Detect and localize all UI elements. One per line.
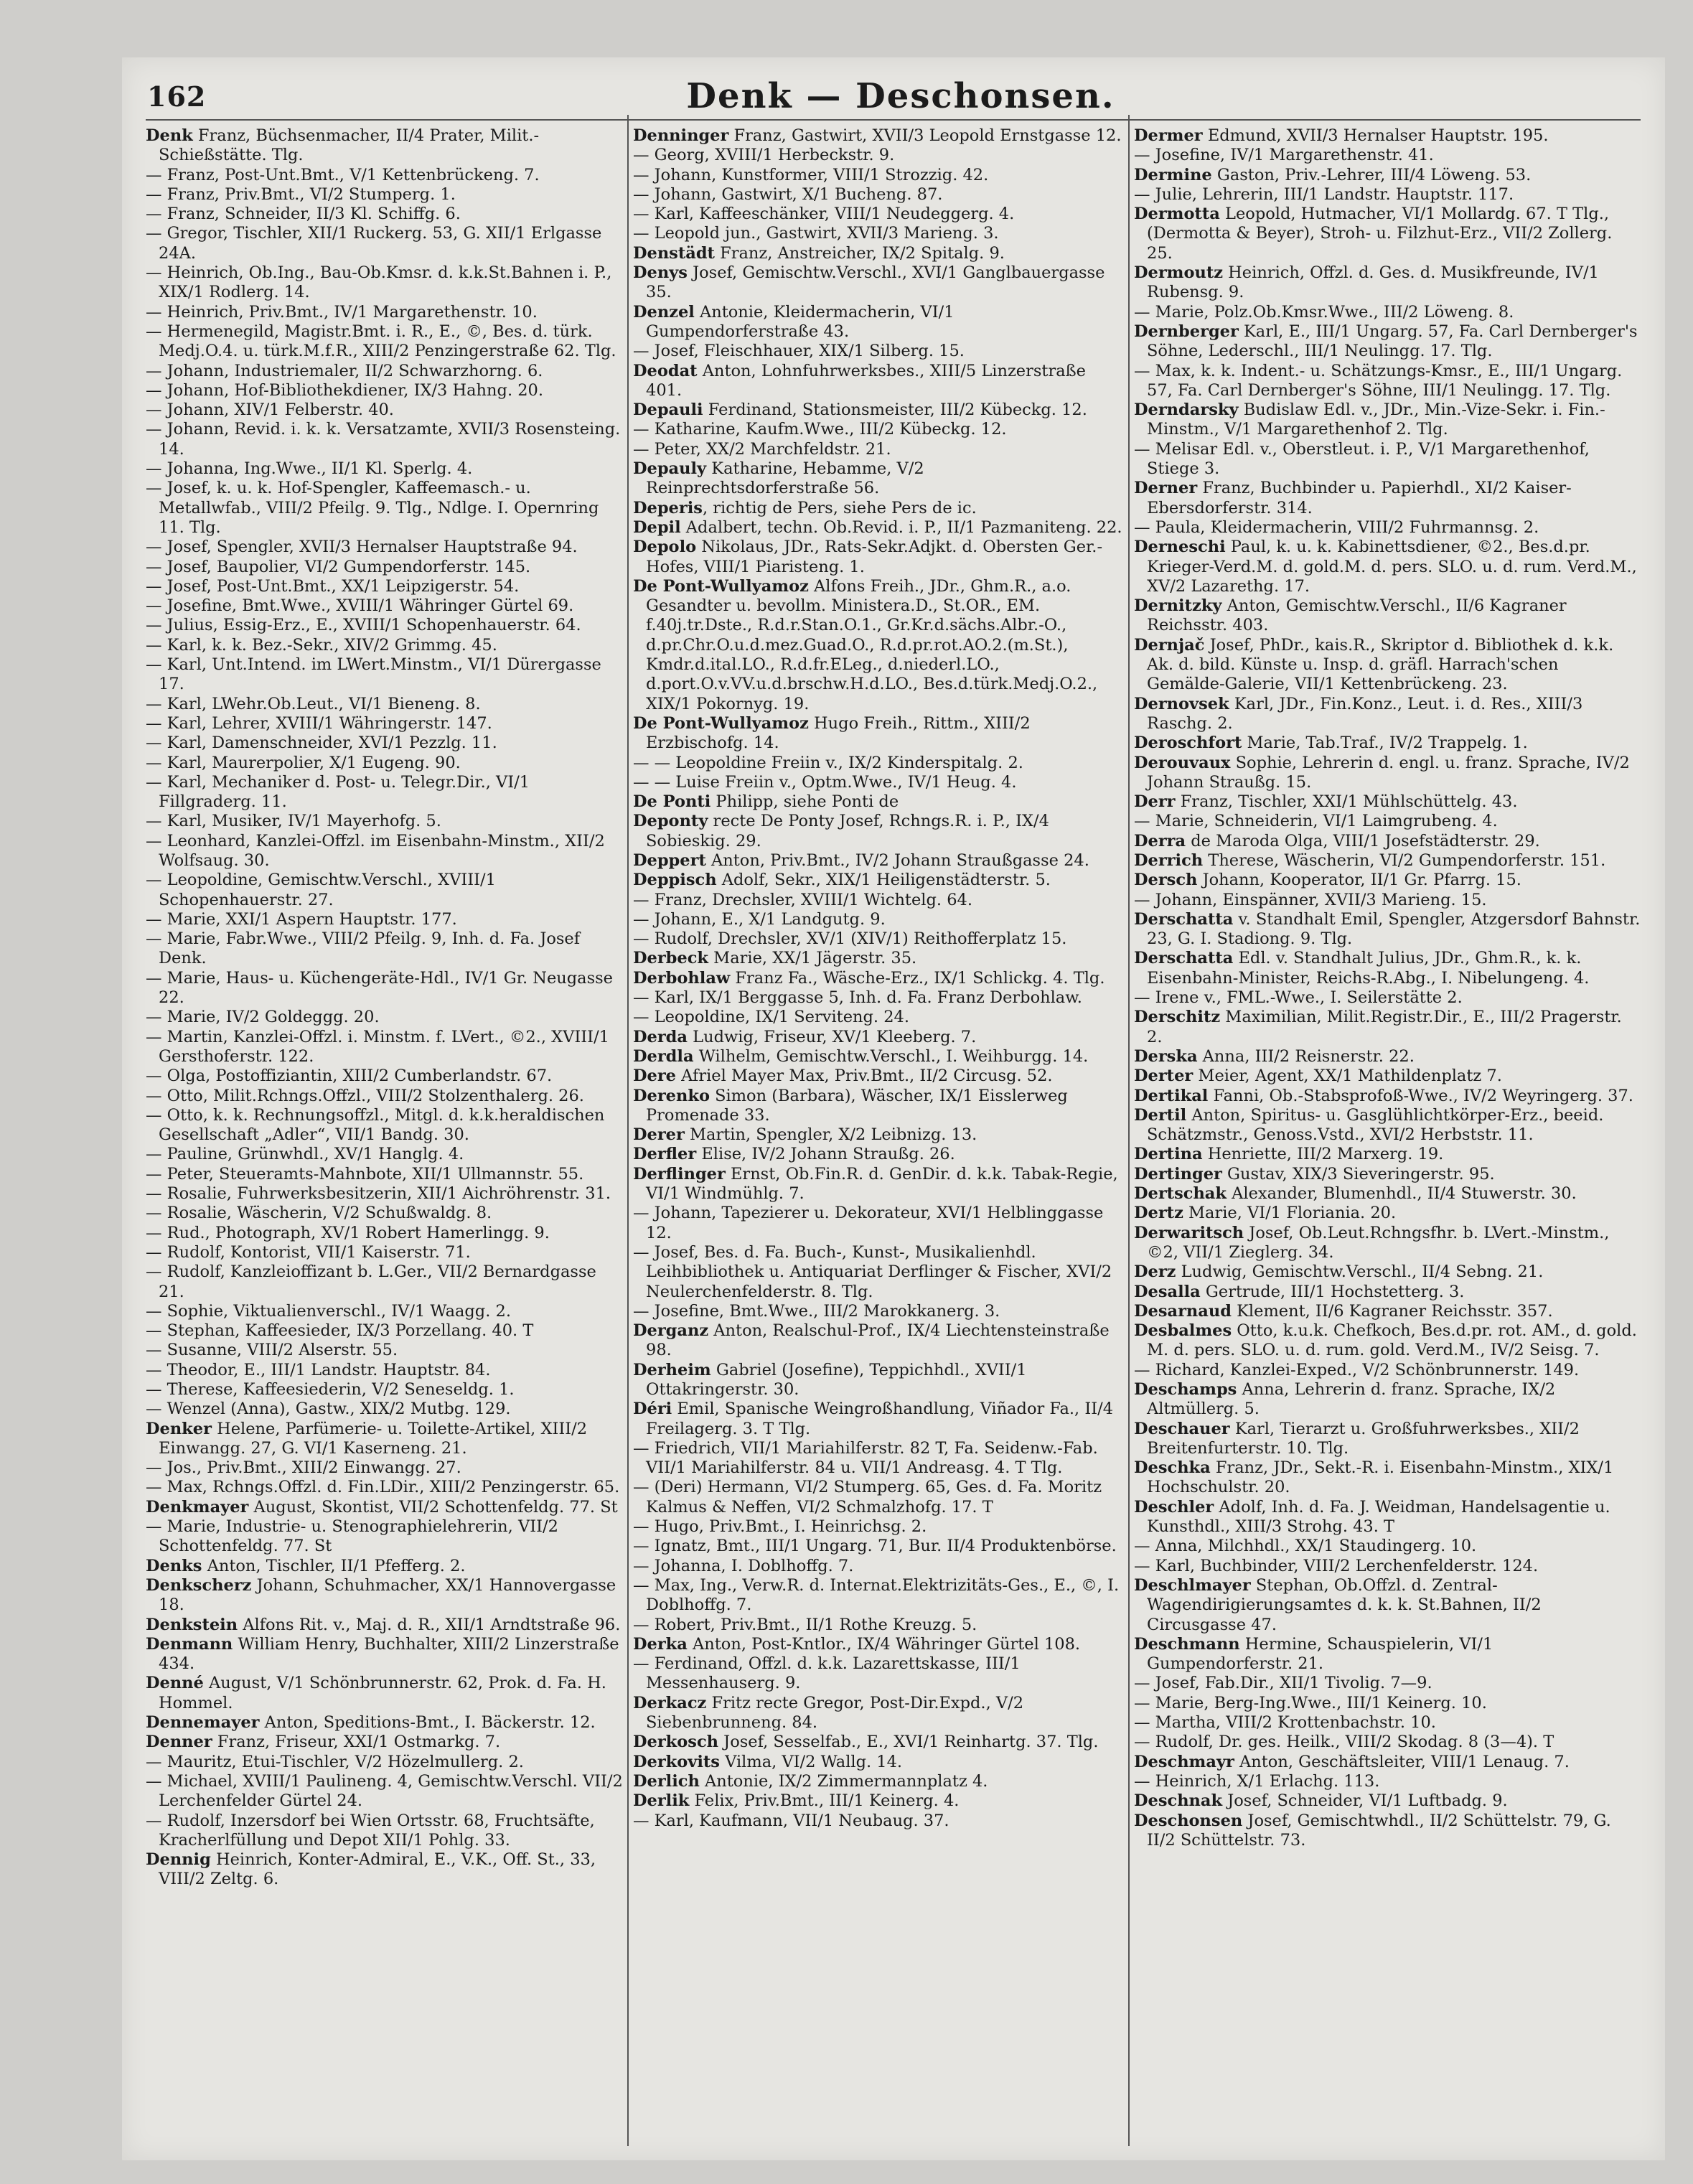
directory-entry: Dermine Gaston, Priv.-Lehrer, III/4 Löweng. 53. (1134, 165, 1532, 184)
directory-entry: Denné August, V/1 Schönbrunnerstr. 62, Prok. d. Fa. H. Hommel. (146, 1674, 606, 1712)
directory-entry: Desarnaud Klement, II/6 Kagraner Reichsstr. 357. (1134, 1301, 1553, 1321)
directory-entry: Deschka Franz, JDr., Sekt.-R. i. Eisenbahn-Minstm., XIX/1 Hochschulstr. 20. (1134, 1458, 1614, 1497)
directory-entry: — Marie, Haus- u. Küchengeräte-Hdl., IV/1 Gr. Neugasse 22. (146, 968, 613, 1008)
directory-entry: — Johann, Einspänner, XVII/3 Marieng. 15. (1134, 890, 1487, 909)
directory-entry: — Rudolf, Kontorist, VII/1 Kaiserstr. 71. (146, 1242, 471, 1262)
directory-entry: Derska Anna, III/2 Reisnerstr. 22. (1134, 1046, 1415, 1066)
directory-entry: — Karl, Maurerpolier, X/1 Eugeng. 90. (146, 753, 461, 772)
directory-entry: — Gregor, Tischler, XII/1 Ruckerg. 53, G. XII/1 Erlgasse 24A. (146, 224, 602, 263)
directory-entry: — Leopoldine, Gemischtw.Verschl., XVIII/1 Schopenhauerstr. 27. (146, 871, 496, 909)
directory-entry: Derra de Maroda Olga, VIII/1 Josefstädterstr. 29. (1134, 831, 1540, 850)
directory-entry: — Rudolf, Drechsler, XV/1 (XIV/1) Reithofferplatz 15. (633, 929, 1067, 949)
directory-entry: Derkovits Vilma, VI/2 Wallg. 14. (633, 1752, 903, 1771)
directory-column-1 (146, 126, 623, 2143)
directory-entry: — Jos., Priv.Bmt., XIII/2 Einwangg. 27. (146, 1458, 461, 1478)
directory-entry: — Ignatz, Bmt., III/1 Ungarg. 71, Bur. II/4 Produktenbörse. (633, 1537, 1117, 1556)
directory-entry: Derouvaux Sophie, Lehrerin d. engl. u. franz. Sprache, IV/2 Johann Straußg. 15. (1134, 753, 1630, 792)
directory-entry: — Marie, IV/2 Goldeggg. 20. (146, 1008, 380, 1027)
directory-entry: — Josefine, Bmt.Wwe., XVIII/1 Währinger Gürtel 69. (146, 596, 574, 616)
directory-entry: Dersch Johann, Kooperator, II/1 Gr. Pfarrg. 15. (1134, 871, 1521, 890)
directory-entry: — Otto, Milit.Rchngs.Offzl., VIII/2 Stolzenthalerg. 26. (146, 1086, 584, 1105)
directory-entry: — Johann, Revid. i. k. k. Versatzamte, XVII/3 Rosensteing. 14. (146, 420, 621, 459)
directory-entry: — Johann, Industriemaler, II/2 Schwarzhorng. 6. (146, 361, 543, 380)
directory-entry: Deschamps Anna, Lehrerin d. franz. Sprache, IX/2 Altmüllerg. 5. (1134, 1380, 1556, 1419)
directory-entry: — Johann, E., X/1 Landgutg. 9. (633, 909, 886, 929)
directory-entry: — Peter, XX/2 Marchfeldstr. 21. (633, 439, 891, 459)
directory-entry: Derbohlaw Franz Fa., Wäsche-Erz., IX/1 Schlickg. 4. Tlg. (633, 968, 1105, 988)
directory-entry: — Franz, Schneider, II/3 Kl. Schiffg. 6. (146, 205, 461, 224)
directory-entry: Denkmayer August, Skontist, VII/2 Schottenfeldg. 77. St (146, 1497, 618, 1517)
directory-entry: — Josef, Bes. d. Fa. Buch-, Kunst-, Musikalienhdl. Leihbibliothek u. Antiquariat Derflinger & Fischer, XVI/2 Neulerchenfelderstr. 8. Tlg. (633, 1242, 1112, 1301)
directory-entry: Deschlmayer Stephan, Ob.Offzl. d. Zentral-Wagendirigierungsamtes d. k. k. St.Bahnen, II/2 Circusgasse 47. (1134, 1575, 1542, 1634)
directory-entry: Desbalmes Otto, k.u.k. Chefkoch, Bes.d.pr. rot. AM., d. gold. M. d. pers. SLO. u. d. rum. gold. Verd.M., IV/2 Seisg. 7. (1134, 1321, 1637, 1360)
directory-entry: Derheim Gabriel (Josefine), Teppichhdl., XVII/1 Ottakringerstr. 30. (633, 1360, 1027, 1399)
directory-entry: Dermer Edmund, XVII/3 Hernalser Hauptstr. 195. (1134, 126, 1549, 145)
directory-entry: — Michael, XVIII/1 Paulineng. 4, Gemischtw.Verschl. VII/2 Lerchenfelder Gürtel 24. (146, 1771, 623, 1811)
directory-entry: Derganz Anton, Realschul-Prof., IX/4 Liechtensteinstraße 98. (633, 1321, 1110, 1360)
directory-entry: Déri Emil, Spanische Weingroßhandlung, Viñador Fa., II/4 Freilagerg. 3. T Tlg. (633, 1400, 1114, 1438)
directory-entry: — Max, Ing., Verw.R. d. Internat.Elektrizitäts-Ges., E., ©, I. Doblhoffg. 7. (633, 1575, 1120, 1615)
directory-entry: — Leonhard, Kanzlei-Offzl. im Eisenbahn-Minstm., XII/2 Wolfsaug. 30. (146, 831, 605, 870)
directory-entry: Denmann William Henry, Buchhalter, XIII/2 Linzerstraße 434. (146, 1634, 619, 1674)
running-head: Denk — Deschonsen. (686, 76, 1115, 116)
directory-entry: — Max, k. k. Indent.- u. Schätzungs-Kmsr., E., III/1 Ungarg. 57, Fa. Carl Dernberger's Söhne, III/1 Neulingg. 17. Tlg. (1134, 361, 1623, 400)
column-divider (1128, 115, 1130, 2146)
directory-entry: Derwaritsch Josef, Ob.Leut.Rchngsfhr. b. LVert.-Minstm., ©2, VII/1 Zieglerg. 34. (1134, 1223, 1610, 1262)
directory-entry: Derschatta Edl. v. Standhalt Julius, JDr., Ghm.R., k. k. Eisenbahn-Minister, Reichs-R.Abg., I. Nibelungeng. 4. (1134, 949, 1590, 988)
directory-entry: — Richard, Kanzlei-Exped., V/2 Schönbrunnerstr. 149. (1134, 1360, 1580, 1379)
directory-column-3 (1134, 126, 1641, 2143)
directory-entry: — Marie, Schneiderin, VI/1 Laimgrubeng. 4. (1134, 812, 1498, 831)
directory-entry: — Josef, k. u. k. Hof-Spengler, Kaffeemasch.- u. Metallwfab., VIII/2 Pfeilg. 9. Tlg., Ndlge. I. Opernring 11. Tlg. (146, 479, 599, 537)
directory-entry: — Wenzel (Anna), Gastw., XIX/2 Mutbg. 129. (146, 1400, 511, 1419)
directory-entry: — Karl, Musiker, IV/1 Mayerhofg. 5. (146, 812, 441, 831)
directory-entry: Deperis, richtig de Pers, siehe Pers de ic. (633, 498, 977, 517)
directory-entry: — Martin, Kanzlei-Offzl. i. Minstm. f. LVert., ©2., XVIII/1 Gersthoferstr. 122. (146, 1027, 609, 1066)
directory-entry: — Theodor, E., III/1 Landstr. Hauptstr. 84. (146, 1360, 491, 1379)
directory-entry: — Georg, XVIII/1 Herbeckstr. 9. (633, 146, 895, 165)
directory-entry: — — Luise Freiin v., Optm.Wwe., IV/1 Heug. 4. (633, 772, 1017, 792)
directory-entry: — Karl, Kaufmann, VII/1 Neubaug. 37. (633, 1811, 949, 1830)
directory-entry: Deschler Adolf, Inh. d. Fa. J. Weidman, Handelsagentie u. Kunsthdl., XIII/3 Strohg. 43. T (1134, 1497, 1610, 1537)
directory-entry: Depauly Katharine, Hebamme, V/2 Reinprechtsdorferstraße 56. (633, 459, 924, 498)
directory-entry: — Friedrich, VII/1 Mariahilferstr. 82 T, Fa. Seidenw.-Fab. VII/1 Mariahilferstr. 84 u. VII/1 Andreasg. 4. T Tlg. (633, 1438, 1098, 1478)
directory-entry: — Karl, LWehr.Ob.Leut., VI/1 Bieneng. 8. (146, 694, 481, 713)
directory-entry: — Leopoldine, IX/1 Serviteng. 24. (633, 1008, 909, 1027)
directory-entry: Derfler Elise, IV/2 Johann Straußg. 26. (633, 1145, 955, 1164)
directory-entry: — Sophie, Viktualienverschl., IV/1 Waagg. 2. (146, 1301, 511, 1321)
directory-entry: — Ferdinand, Offzl. d. k.k. Lazarettskasse, III/1 Messenhauserg. 9. (633, 1654, 1021, 1693)
directory-entry: — Karl, Mechaniker d. Post- u. Telegr.Dir., VI/1 Fillgraderg. 11. (146, 772, 530, 812)
directory-entry: — Franz, Priv.Bmt., VI/2 Stumperg. 1. (146, 184, 456, 204)
directory-entry: De Ponti Philipp, siehe Ponti de (633, 792, 899, 812)
directory-entry: — Johann, Kunstformer, VIII/1 Strozzig. 42. (633, 165, 989, 184)
directory-entry: — Rosalie, Fuhrwerksbesitzerin, XII/1 Aichröhrenstr. 31. (146, 1184, 611, 1204)
page-number: 162 (147, 80, 207, 113)
directory-entry: Derka Anton, Post-Kntlor., IX/4 Währinger Gürtel 108. (633, 1634, 1081, 1654)
directory-entry: — — Leopoldine Freiin v., IX/2 Kinderspitalg. 2. (633, 753, 1023, 772)
directory-entry: — Olga, Postoffiziantin, XIII/2 Cumberlandstr. 67. (146, 1067, 553, 1086)
directory-entry: — Josef, Fab.Dir., XII/1 Tivolig. 7—9. (1134, 1674, 1432, 1693)
directory-entry: — Johanna, I. Doblhoffg. 7. (633, 1556, 854, 1575)
directory-entry: Dertschak Alexander, Blumenhdl., II/4 Stuwerstr. 30. (1134, 1184, 1577, 1204)
directory-entry: — Josefine, Bmt.Wwe., III/2 Marokkanerg. 3. (633, 1301, 1000, 1321)
directory-entry: Dernitzky Anton, Gemischtw.Verschl., II/6 Kagraner Reichsstr. 403. (1134, 596, 1567, 635)
directory-entry: — Marie, Industrie- u. Stenographielehrerin, VII/2 Schottenfeldg. 77. St (146, 1517, 558, 1556)
directory-entry: — Marie, Berg-Ing.Wwe., III/1 Keinerg. 10. (1134, 1693, 1487, 1712)
directory-entry: — Max, Rchngs.Offzl. d. Fin.LDir., XIII/2 Penzingerstr. 65. (146, 1478, 620, 1497)
directory-entry: — Franz, Post-Unt.Bmt., V/1 Kettenbrückeng. 7. (146, 165, 540, 184)
directory-entry: Denk Franz, Büchsenmacher, II/4 Prater, Milit.-Schießstätte. Tlg. (146, 126, 540, 165)
directory-entry: Derda Ludwig, Friseur, XV/1 Kleeberg. 7. (633, 1027, 977, 1046)
directory-entry: — Stephan, Kaffeesieder, IX/3 Porzellang. 40. T (146, 1321, 534, 1341)
directory-entry: Deschnak Josef, Schneider, VI/1 Luftbadg. 9. (1134, 1791, 1508, 1811)
directory-entry: — Rudolf, Inzersdorf bei Wien Ortsstr. 68, Fruchtsäfte, Kracherlfüllung und Depot XII/1 Pohlg. 33. (146, 1811, 595, 1850)
directory-entry: Denninger Franz, Gastwirt, XVII/3 Leopold Ernstgasse 12. (633, 126, 1122, 145)
directory-entry: Derschitz Maximilian, Milit.Registr.Dir., E., III/2 Pragerstr. 2. (1134, 1008, 1622, 1046)
directory-entry: — Heinrich, X/1 Erlachg. 113. (1134, 1771, 1380, 1791)
directory-entry: Derflinger Ernst, Ob.Fin.R. d. GenDir. d. k.k. Tabak-Regie, VI/1 Windmühlg. 7. (633, 1164, 1118, 1204)
directory-entry: — Marie, Fabr.Wwe., VIII/2 Pfeilg. 9, Inh. d. Fa. Josef Denk. (146, 929, 581, 968)
directory-entry: — Julie, Lehrerin, III/1 Landstr. Hauptstr. 117. (1134, 184, 1514, 204)
directory-entry: — Mauritz, Etui-Tischler, V/2 Hözelmullerg. 2. (146, 1752, 524, 1771)
directory-entry: — Rudolf, Kanzleioffizant b. L.Ger., VII/2 Bernardgasse 21. (146, 1262, 596, 1301)
directory-entry: Dertz Marie, VI/1 Floriania. 20. (1134, 1204, 1397, 1223)
directory-entry: — Irene v., FML.-Wwe., I. Seilerstätte 2. (1134, 988, 1463, 1008)
directory-entry: Depolo Nikolaus, JDr., Rats-Sekr.Adjkt. d. Obersten Ger.-Hofes, VIII/1 Piaristeng. 1. (633, 538, 1103, 576)
directory-entry: — Marie, XXI/1 Aspern Hauptstr. 177. (146, 909, 457, 929)
directory-entry: — Karl, Unt.Intend. im LWert.Minstm., VI/1 Dürergasse 17. (146, 655, 601, 694)
directory-entry: Derkosch Josef, Sesselfab., E., XVI/1 Reinhartg. 37. Tlg. (633, 1733, 1099, 1752)
directory-entry: — Johann, Gastwirt, X/1 Bucheng. 87. (633, 184, 943, 204)
directory-entry: Dernjač Josef, PhDr., kais.R., Skriptor d. Bibliothek d. k.k. Ak. d. bild. Künste u. Insp. d. gräfl. Harrach'schen Gemälde-Galerie, VII/1 Kettenbrückeng. 23. (1134, 635, 1614, 694)
header-rule (146, 119, 1641, 121)
directory-entry: Denzel Antonie, Kleidermacherin, VI/1 Gumpendorferstraße 43. (633, 302, 955, 341)
directory-entry: Dertikal Fanni, Ob.-Stabsprofoß-Wwe., IV/2 Weyringerg. 37. (1134, 1086, 1633, 1105)
directory-entry: — Rud., Photograph, XV/1 Robert Hamerlingg. 9. (146, 1223, 550, 1242)
directory-entry: Denstädt Franz, Anstreicher, IX/2 Spitalg. 9. (633, 243, 1005, 263)
directory-entry: — Heinrich, Priv.Bmt., IV/1 Margarethenstr. 10. (146, 302, 538, 322)
directory-entry: Derr Franz, Tischler, XXI/1 Mühlschüttelg. 43. (1134, 792, 1518, 812)
directory-column-2 (633, 126, 1122, 2143)
page-header (147, 76, 1654, 119)
directory-entry: Denkstein Alfons Rit. v., Maj. d. R., XII/1 Arndtstraße 96. (146, 1615, 621, 1634)
directory-entry: Denner Franz, Friseur, XXI/1 Ostmarkg. 7. (146, 1733, 501, 1752)
directory-entry: Derrich Therese, Wäscherin, VI/2 Gumpendorferstr. 151. (1134, 850, 1606, 870)
directory-entry: — Karl, k. k. Bez.-Sekr., XIV/2 Grimmg. 45. (146, 635, 497, 655)
directory-entry: Denys Josef, Gemischtw.Verschl., XVI/1 Ganglbauergasse 35. (633, 263, 1105, 302)
directory-entry: Deschonsen Josef, Gemischtwhdl., II/2 Schüttelstr. 79, G. II/2 Schüttelstr. 73. (1134, 1811, 1611, 1850)
directory-entry: — Marie, Polz.Ob.Kmsr.Wwe., III/2 Löweng. 8. (1134, 302, 1514, 322)
directory-entry: — Leopold jun., Gastwirt, XVII/3 Marieng. 3. (633, 224, 999, 243)
directory-entry: Deodat Anton, Lohnfuhrwerksbes., XIII/5 Linzerstraße 401. (633, 361, 1086, 400)
directory-entry: Derdla Wilhelm, Gemischtw.Verschl., I. Weihburgg. 14. (633, 1046, 1089, 1066)
directory-entry: Denkscherz Johann, Schuhmacher, XX/1 Hannovergasse 18. (146, 1575, 616, 1615)
directory-entry: Derner Franz, Buchbinder u. Papierhdl., XI/2 Kaiser-Ebersdorferstr. 314. (1134, 479, 1572, 517)
directory-entry: — Pauline, Grünwhdl., XV/1 Hanglg. 4. (146, 1145, 464, 1164)
directory-entry: — Josef, Baupolier, VI/2 Gumpendorferstr. 145. (146, 557, 531, 576)
directory-entry: De Pont-Wullyamoz Alfons Freih., JDr., Ghm.R., a.o. Gesandter u. bevollm. Ministera.D., St.OR., EM. f.40j.tr.Dste., R.d.r.Stan.O.1., Gr.Kr.d.sächs.Albr.-O., d.pr.Chr.O.u.d.mez.Guad.O., R.d.pr.rot.AO.2.(m.St.), Kmdr.d.ital.LO., R.d.fr.ELeg., d.niederl.LO., d.port.O.v.VV.u.d.brschw.H.d.LO., Bes.d.türk.Medj.O.2., XIX/1 Pokornyg. 19. (633, 576, 1098, 713)
directory-entry: Derz Ludwig, Gemischtw.Verschl., II/4 Sebng. 21. (1134, 1262, 1544, 1282)
directory-entry: — Hermenegild, Magistr.Bmt. i. R., E., ©, Bes. d. türk. Medj.O.4. u. türk.M.f.R., XIII/2 Penzingerstraße 62. Tlg. (146, 322, 616, 361)
directory-entry: Deroschfort Marie, Tab.Traf., IV/2 Trappelg. 1. (1134, 734, 1528, 753)
directory-entry: — Paula, Kleidermacherin, VIII/2 Fuhrmannsg. 2. (1134, 517, 1539, 537)
directory-entry: Deschmayr Anton, Geschäftsleiter, VIII/1 Lenaug. 7. (1134, 1752, 1570, 1771)
directory-entry: Deppert Anton, Priv.Bmt., IV/2 Johann Straußgasse 24. (633, 850, 1089, 870)
directory-entry: Dermoutz Heinrich, Offzl. d. Ges. d. Musikfreunde, IV/1 Rubensg. 9. (1134, 263, 1599, 302)
directory-entry: — Otto, k. k. Rechnungsoffzl., Mitgl. d. k.k.heraldischen Gesellschaft „Adler“, VII/1 Bandg. 30. (146, 1105, 605, 1145)
directory-entry: Denker Helene, Parfümerie- u. Toilette-Artikel, XIII/2 Einwangg. 27, G. VI/1 Kaserneng. 21. (146, 1419, 588, 1458)
directory-entry: — Heinrich, Ob.Ing., Bau-Ob.Kmsr. d. k.k.St.Bahnen i. P., XIX/1 Rodlerg. 14. (146, 263, 612, 302)
directory-entry: De Pont-Wullyamoz Hugo Freih., Rittm., XIII/2 Erzbischofg. 14. (633, 713, 1031, 753)
directory-entry: Derer Martin, Spengler, X/2 Leibnizg. 13. (633, 1125, 977, 1145)
directory-entry: Depil Adalbert, techn. Ob.Revid. i. P., II/1 Pazmaniteng. 22. (633, 517, 1122, 537)
directory-entry: Deschauer Karl, Tierarzt u. Großfuhrwerksbes., XII/2 Breitenfurterstr. 10. Tlg. (1134, 1419, 1580, 1458)
directory-entry: — Karl, Lehrer, XVIII/1 Währingerstr. 147. (146, 713, 492, 733)
directory-entry: — Karl, IX/1 Berggasse 5, Inh. d. Fa. Franz Derbohlaw. (633, 988, 1082, 1008)
directory-entry: — Susanne, VIII/2 Alserstr. 55. (146, 1341, 398, 1360)
directory-entry: Dennig Heinrich, Konter-Admiral, E., V.K., Off. St., 33, VIII/2 Zeltg. 6. (146, 1850, 596, 1889)
directory-entry: Derneschi Paul, k. u. k. Kabinettsdiener, ©2., Bes.d.pr. Krieger-Verd.M. d. gold.M. d. pers. SLO. u. d. rum. Verd.M., XV/2 Lazarethg. 17. (1134, 538, 1637, 596)
directory-entry: Dermotta Leopold, Hutmacher, VI/1 Mollardg. 67. T Tlg., (Dermotta & Beyer), Stroh- u. Filzhut-Erz., VII/2 Zollerg. 25. (1134, 205, 1613, 263)
directory-entry: Desalla Gertrude, III/1 Hochstetterg. 3. (1134, 1282, 1465, 1301)
directory-entry: — Josef, Post-Unt.Bmt., XX/1 Leipzigerstr. 54. (146, 576, 520, 596)
directory-entry: — Julius, Essig-Erz., E., XVIII/1 Schopenhauerstr. 64. (146, 616, 581, 635)
directory-entry: — Therese, Kaffeesiederin, V/2 Seneseldg. 1. (146, 1380, 515, 1399)
directory-entry: Denks Anton, Tischler, II/1 Pfefferg. 2. (146, 1556, 466, 1575)
directory-entry: Dertil Anton, Spiritus- u. Gasglühlichtkörper-Erz., beeid. Schätzmstr., Genoss.Vstd., XVI/2 Herbststr. 11. (1134, 1105, 1604, 1145)
directory-entry: Derter Meier, Agent, XX/1 Mathildenplatz 7. (1134, 1067, 1502, 1086)
directory-entry: — Johann, Tapezierer u. Dekorateur, XVI/1 Helblinggasse 12. (633, 1204, 1104, 1242)
directory-entry: — Johann, Hof-Bibliothekdiener, IX/3 Hahng. 20. (146, 380, 544, 400)
directory-entry: — Rudolf, Dr. ges. Heilk., VIII/2 Skodag. 8 (3—4). T (1134, 1733, 1554, 1752)
directory-entry: Derlik Felix, Priv.Bmt., III/1 Keinerg. 4. (633, 1791, 960, 1811)
directory-entry: Dertina Henriette, III/2 Marxerg. 19. (1134, 1145, 1444, 1164)
directory-entry: Dernovsek Karl, JDr., Fin.Konz., Leut. i. d. Res., XIII/3 Raschg. 2. (1134, 694, 1583, 733)
directory-entry: — Melisar Edl. v., Oberstleut. i. P., V/1 Margarethenhof, Stiege 3. (1134, 439, 1590, 479)
directory-entry: Derkacz Fritz recte Gregor, Post-Dir.Expd., V/2 Siebenbrunneng. 84. (633, 1693, 1024, 1733)
directory-entry: — (Deri) Hermann, VI/2 Stumperg. 65, Ges. d. Fa. Moritz Kalmus & Neffen, VI/2 Schmalzhofg. 17. T (633, 1478, 1102, 1517)
directory-entry: Dernberger Karl, E., III/1 Ungarg. 57, Fa. Carl Dernberger's Söhne, Lederschl., III/1 Neulingg. 17. Tlg. (1134, 322, 1638, 361)
directory-entry: Dennemayer Anton, Speditions-Bmt., I. Bäckerstr. 12. (146, 1713, 596, 1733)
column-divider (627, 115, 629, 2146)
directory-entry: — Karl, Damenschneider, XVI/1 Pezzlg. 11. (146, 734, 497, 753)
directory-entry: Deponty recte De Ponty Josef, Rchngs.R. i. P., IX/4 Sobieskig. 29. (633, 812, 1049, 850)
directory-entry: Depauli Ferdinand, Stationsmeister, III/2 Kübeckg. 12. (633, 400, 1087, 420)
directory-entry: — Josefine, IV/1 Margarethenstr. 41. (1134, 146, 1434, 165)
directory-entry: — Johanna, Ing.Wwe., II/1 Kl. Sperlg. 4. (146, 459, 473, 479)
directory-entry: — Anna, Milchhdl., XX/1 Staudingerg. 10. (1134, 1537, 1477, 1556)
directory-entry: — Rosalie, Wäscherin, V/2 Schußwaldg. 8. (146, 1204, 492, 1223)
directory-entry: Dertinger Gustav, XIX/3 Sieveringerstr. 95. (1134, 1164, 1495, 1184)
directory-entry: — Josef, Spengler, XVII/3 Hernalser Hauptstraße 94. (146, 538, 578, 557)
directory-entry: — Peter, Steueramts-Mahnbote, XII/1 Ullmannstr. 55. (146, 1164, 584, 1184)
directory-entry: Derschatta v. Standhalt Emil, Spengler, Atzgersdorf Bahnstr. 23, G. I. Stadiong. 9. Tlg. (1134, 909, 1641, 949)
directory-entry: — Katharine, Kaufm.Wwe., III/2 Kübeckg. 12. (633, 420, 1007, 439)
directory-entry: Derndarsky Budislaw Edl. v., JDr., Min.-Vize-Sekr. i. Fin.-Minstm., V/1 Margarethenhof 2. Tlg. (1134, 400, 1605, 439)
directory-entry: — Martha, VIII/2 Krottenbachstr. 10. (1134, 1713, 1436, 1733)
directory-entry: Deppisch Adolf, Sekr., XIX/1 Heiligenstädterstr. 5. (633, 871, 1051, 890)
directory-entry: — Hugo, Priv.Bmt., I. Heinrichsg. 2. (633, 1517, 927, 1537)
directory-entry: — Karl, Buchbinder, VIII/2 Lerchenfelderstr. 124. (1134, 1556, 1539, 1575)
directory-entry: Derenko Simon (Barbara), Wäscher, IX/1 Eisslerweg Promenade 33. (633, 1086, 1068, 1125)
directory-entry: — Johann, XIV/1 Felberstr. 40. (146, 400, 394, 420)
directory-entry: — Karl, Kaffeeschänker, VIII/1 Neudeggerg. 4. (633, 205, 1015, 224)
directory-entry: Dere Afriel Mayer Max, Priv.Bmt., II/2 Circusg. 52. (633, 1067, 1053, 1086)
directory-entry: — Josef, Fleischhauer, XIX/1 Silberg. 15. (633, 342, 965, 361)
directory-entry: — Robert, Priv.Bmt., II/1 Rothe Kreuzg. 5. (633, 1615, 977, 1634)
directory-entry: — Franz, Drechsler, XVIII/1 Wichtelg. 64. (633, 890, 972, 909)
directory-entry: Derlich Antonie, IX/2 Zimmermannplatz 4. (633, 1771, 988, 1791)
directory-entry: Deschmann Hermine, Schauspielerin, VI/1 Gumpendorferstr. 21. (1134, 1634, 1493, 1674)
directory-entry: Derbeck Marie, XX/1 Jägerstr. 35. (633, 949, 917, 968)
